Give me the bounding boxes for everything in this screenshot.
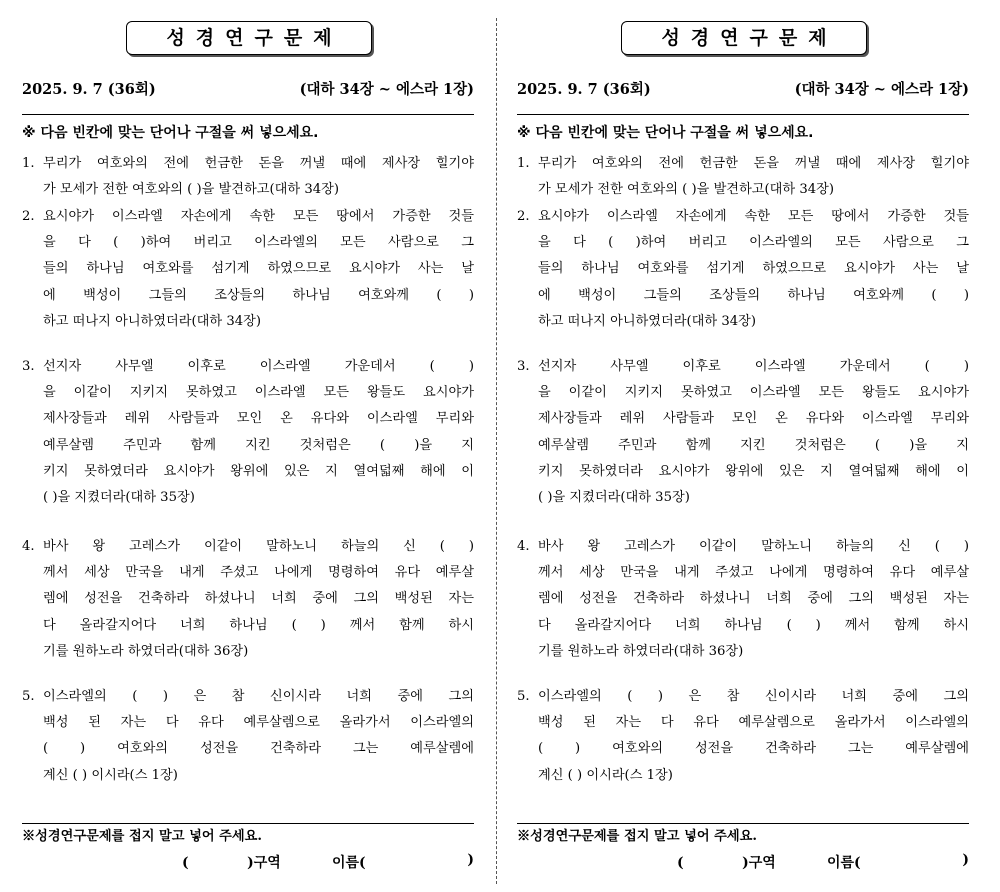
- footer-rule: [517, 823, 969, 824]
- question-line: 을 이같이 지키지 못하였고 이스라엘 모든 왕들도 요시야가: [538, 385, 969, 401]
- cut-line-divider: [496, 18, 497, 884]
- question-number: 3.: [22, 359, 35, 374]
- scripture-range: (대하 34장 ~ 에스라 1장): [299, 81, 474, 98]
- footer-note: ※성경연구문제를 접지 말고 넣어 주세요.: [517, 829, 757, 844]
- question-line: 무리가 여호와의 전에 헌금한 돈을 꺼낼 때에 제사장 힐기야: [538, 156, 969, 171]
- header-rule: [517, 114, 969, 115]
- worksheet-panel-left: [22, 0, 474, 892]
- question-line: 하고 떠나지 아니하였더라(대하 34장): [538, 313, 756, 329]
- worksheet-title: 성경연구문제: [126, 21, 372, 55]
- instruction-text: ※ 다음 빈칸에 맞는 단어나 구절을 써 넣으세요.: [22, 125, 319, 141]
- question-line: ( ) 여호와의 성전을 건축하라 그는 예루살렘에: [43, 741, 474, 757]
- question-text: [43, 354, 474, 511]
- question-line: 제사장들과 레위 사람들과 모인 온 유다와 이스라엘 무리와: [538, 411, 969, 427]
- question-line: 이스라엘의 ( ) 은 참 신이시라 너희 중에 그의: [43, 689, 474, 704]
- scripture-range: (대하 34장 ~ 에스라 1장): [794, 81, 969, 98]
- question-line: 제사장들과 레위 사람들과 모인 온 유다와 이스라엘 무리와: [43, 411, 474, 427]
- question-line: 예루살렘 주민과 함께 지킨 것처럼은 ( )을 지: [538, 437, 969, 453]
- question-line: 키지 못하였더라 요시야가 왕위에 있은 지 열여덟째 해에 이: [43, 463, 474, 479]
- question-number: 1.: [517, 156, 530, 171]
- name-field-label[interactable]: 이름(: [332, 855, 366, 871]
- question-number: 5.: [22, 689, 35, 704]
- issue-date: 2025. 9. 7 (36회): [22, 81, 156, 98]
- question-line: ( ) 여호와의 성전을 건축하라 그는 예루살렘에: [538, 741, 969, 757]
- question-line: 에 백성이 그들의 조상들의 하나님 여호와께 ( ): [538, 287, 969, 303]
- question-line: 이스라엘의 ( ) 은 참 신이시라 너희 중에 그의: [538, 689, 969, 704]
- question-line: 하고 떠나지 아니하였더라(대하 34장): [43, 313, 261, 329]
- name-field-close: ): [467, 852, 474, 868]
- header-rule: [22, 114, 474, 115]
- worksheet-title: 성경연구문제: [621, 21, 867, 55]
- question-text: [538, 684, 969, 789]
- question-line: 바사 왕 고레스가 이같이 말하노니 하늘의 신 ( ): [538, 539, 969, 554]
- footer-fields: [22, 852, 474, 872]
- worksheet-panel-right: [517, 0, 969, 892]
- question-line: 가 모세가 전한 여호와의 ( )을 발견하고(대하 34장): [538, 182, 835, 198]
- question-line: 백성 된 자는 다 유다 예루살렘으로 올라가서 이스라엘의: [538, 715, 969, 731]
- question-line: 께서 세상 만국을 내게 주셨고 나에게 명령하여 유다 예루살: [43, 565, 474, 581]
- question-line: 계신 ( ) 이시라(스 1장): [43, 767, 178, 783]
- issue-date: 2025. 9. 7 (36회): [517, 81, 651, 98]
- question-text: [538, 204, 969, 335]
- question-line: 선지자 사무엘 이후로 이스라엘 가운데서 ( ): [538, 359, 969, 374]
- district-field[interactable]: ( )구역: [677, 855, 776, 871]
- question-number: 4.: [517, 539, 530, 554]
- district-field[interactable]: ( )구역: [182, 855, 281, 871]
- question-number: 5.: [517, 689, 530, 704]
- question-line: 들의 하나님 여호와를 섬기게 하였으므로 요시야가 사는 날: [538, 261, 969, 277]
- question-line: 을 이같이 지키지 못하였고 이스라엘 모든 왕들도 요시야가: [43, 385, 474, 401]
- question-number: 4.: [22, 539, 35, 554]
- question-line: 렘에 성전을 건축하라 하셨나니 너희 중에 그의 백성된 자는: [538, 591, 969, 607]
- question-number: 2.: [517, 209, 530, 224]
- question-text: [43, 684, 474, 789]
- question-line: 키지 못하였더라 요시야가 왕위에 있은 지 열여덟째 해에 이: [538, 463, 969, 479]
- header-row: [22, 78, 474, 100]
- question-text: [43, 534, 474, 665]
- name-field-close: ): [962, 852, 969, 868]
- question-line: ( )을 지켰더라(대하 35장): [43, 489, 195, 505]
- question-line: 에 백성이 그들의 조상들의 하나님 여호와께 ( ): [43, 287, 474, 303]
- question-line: 요시야가 이스라엘 자손에게 속한 모든 땅에서 가증한 것들: [43, 209, 474, 224]
- question-line: 을 다 ( )하여 버리고 이스라엘의 모든 사람으로 그: [43, 235, 474, 251]
- question-line: 무리가 여호와의 전에 헌금한 돈을 꺼낼 때에 제사장 힐기야: [43, 156, 474, 171]
- question-line: 께서 세상 만국을 내게 주셨고 나에게 명령하여 유다 예루살: [538, 565, 969, 581]
- footer-rule: [22, 823, 474, 824]
- question-line: 기를 원하노라 하였더라(대하 36장): [538, 643, 744, 659]
- header-row: [517, 78, 969, 100]
- name-field-label[interactable]: 이름(: [827, 855, 861, 871]
- question-line: 들의 하나님 여호와를 섬기게 하였으므로 요시야가 사는 날: [43, 261, 474, 277]
- question-line: 요시야가 이스라엘 자손에게 속한 모든 땅에서 가증한 것들: [538, 209, 969, 224]
- question-line: 예루살렘 주민과 함께 지킨 것처럼은 ( )을 지: [43, 437, 474, 453]
- question-line: 계신 ( ) 이시라(스 1장): [538, 767, 673, 783]
- instruction-text: ※ 다음 빈칸에 맞는 단어나 구절을 써 넣으세요.: [517, 125, 814, 141]
- footer-fields: [517, 852, 969, 872]
- question-line: 가 모세가 전한 여호와의 ( )을 발견하고(대하 34장): [43, 182, 340, 198]
- question-text: [538, 354, 969, 511]
- question-line: 렘에 성전을 건축하라 하셨나니 너희 중에 그의 백성된 자는: [43, 591, 474, 607]
- question-line: 다 올라갈지어다 너희 하나님 ( ) 께서 함께 하시: [43, 617, 474, 633]
- question-line: ( )을 지켰더라(대하 35장): [538, 489, 690, 505]
- question-number: 1.: [22, 156, 35, 171]
- question-line: 기를 원하노라 하였더라(대하 36장): [43, 643, 249, 659]
- question-line: 바사 왕 고레스가 이같이 말하노니 하늘의 신 ( ): [43, 539, 474, 554]
- question-text: [43, 204, 474, 335]
- question-text: [43, 151, 474, 203]
- question-line: 백성 된 자는 다 유다 예루살렘으로 올라가서 이스라엘의: [43, 715, 474, 731]
- question-line: 선지자 사무엘 이후로 이스라엘 가운데서 ( ): [43, 359, 474, 374]
- question-text: [538, 534, 969, 665]
- question-line: 다 올라갈지어다 너희 하나님 ( ) 께서 함께 하시: [538, 617, 969, 633]
- question-line: 을 다 ( )하여 버리고 이스라엘의 모든 사람으로 그: [538, 235, 969, 251]
- footer-note: ※성경연구문제를 접지 말고 넣어 주세요.: [22, 829, 262, 844]
- question-number: 3.: [517, 359, 530, 374]
- question-number: 2.: [22, 209, 35, 224]
- question-text: [538, 151, 969, 203]
